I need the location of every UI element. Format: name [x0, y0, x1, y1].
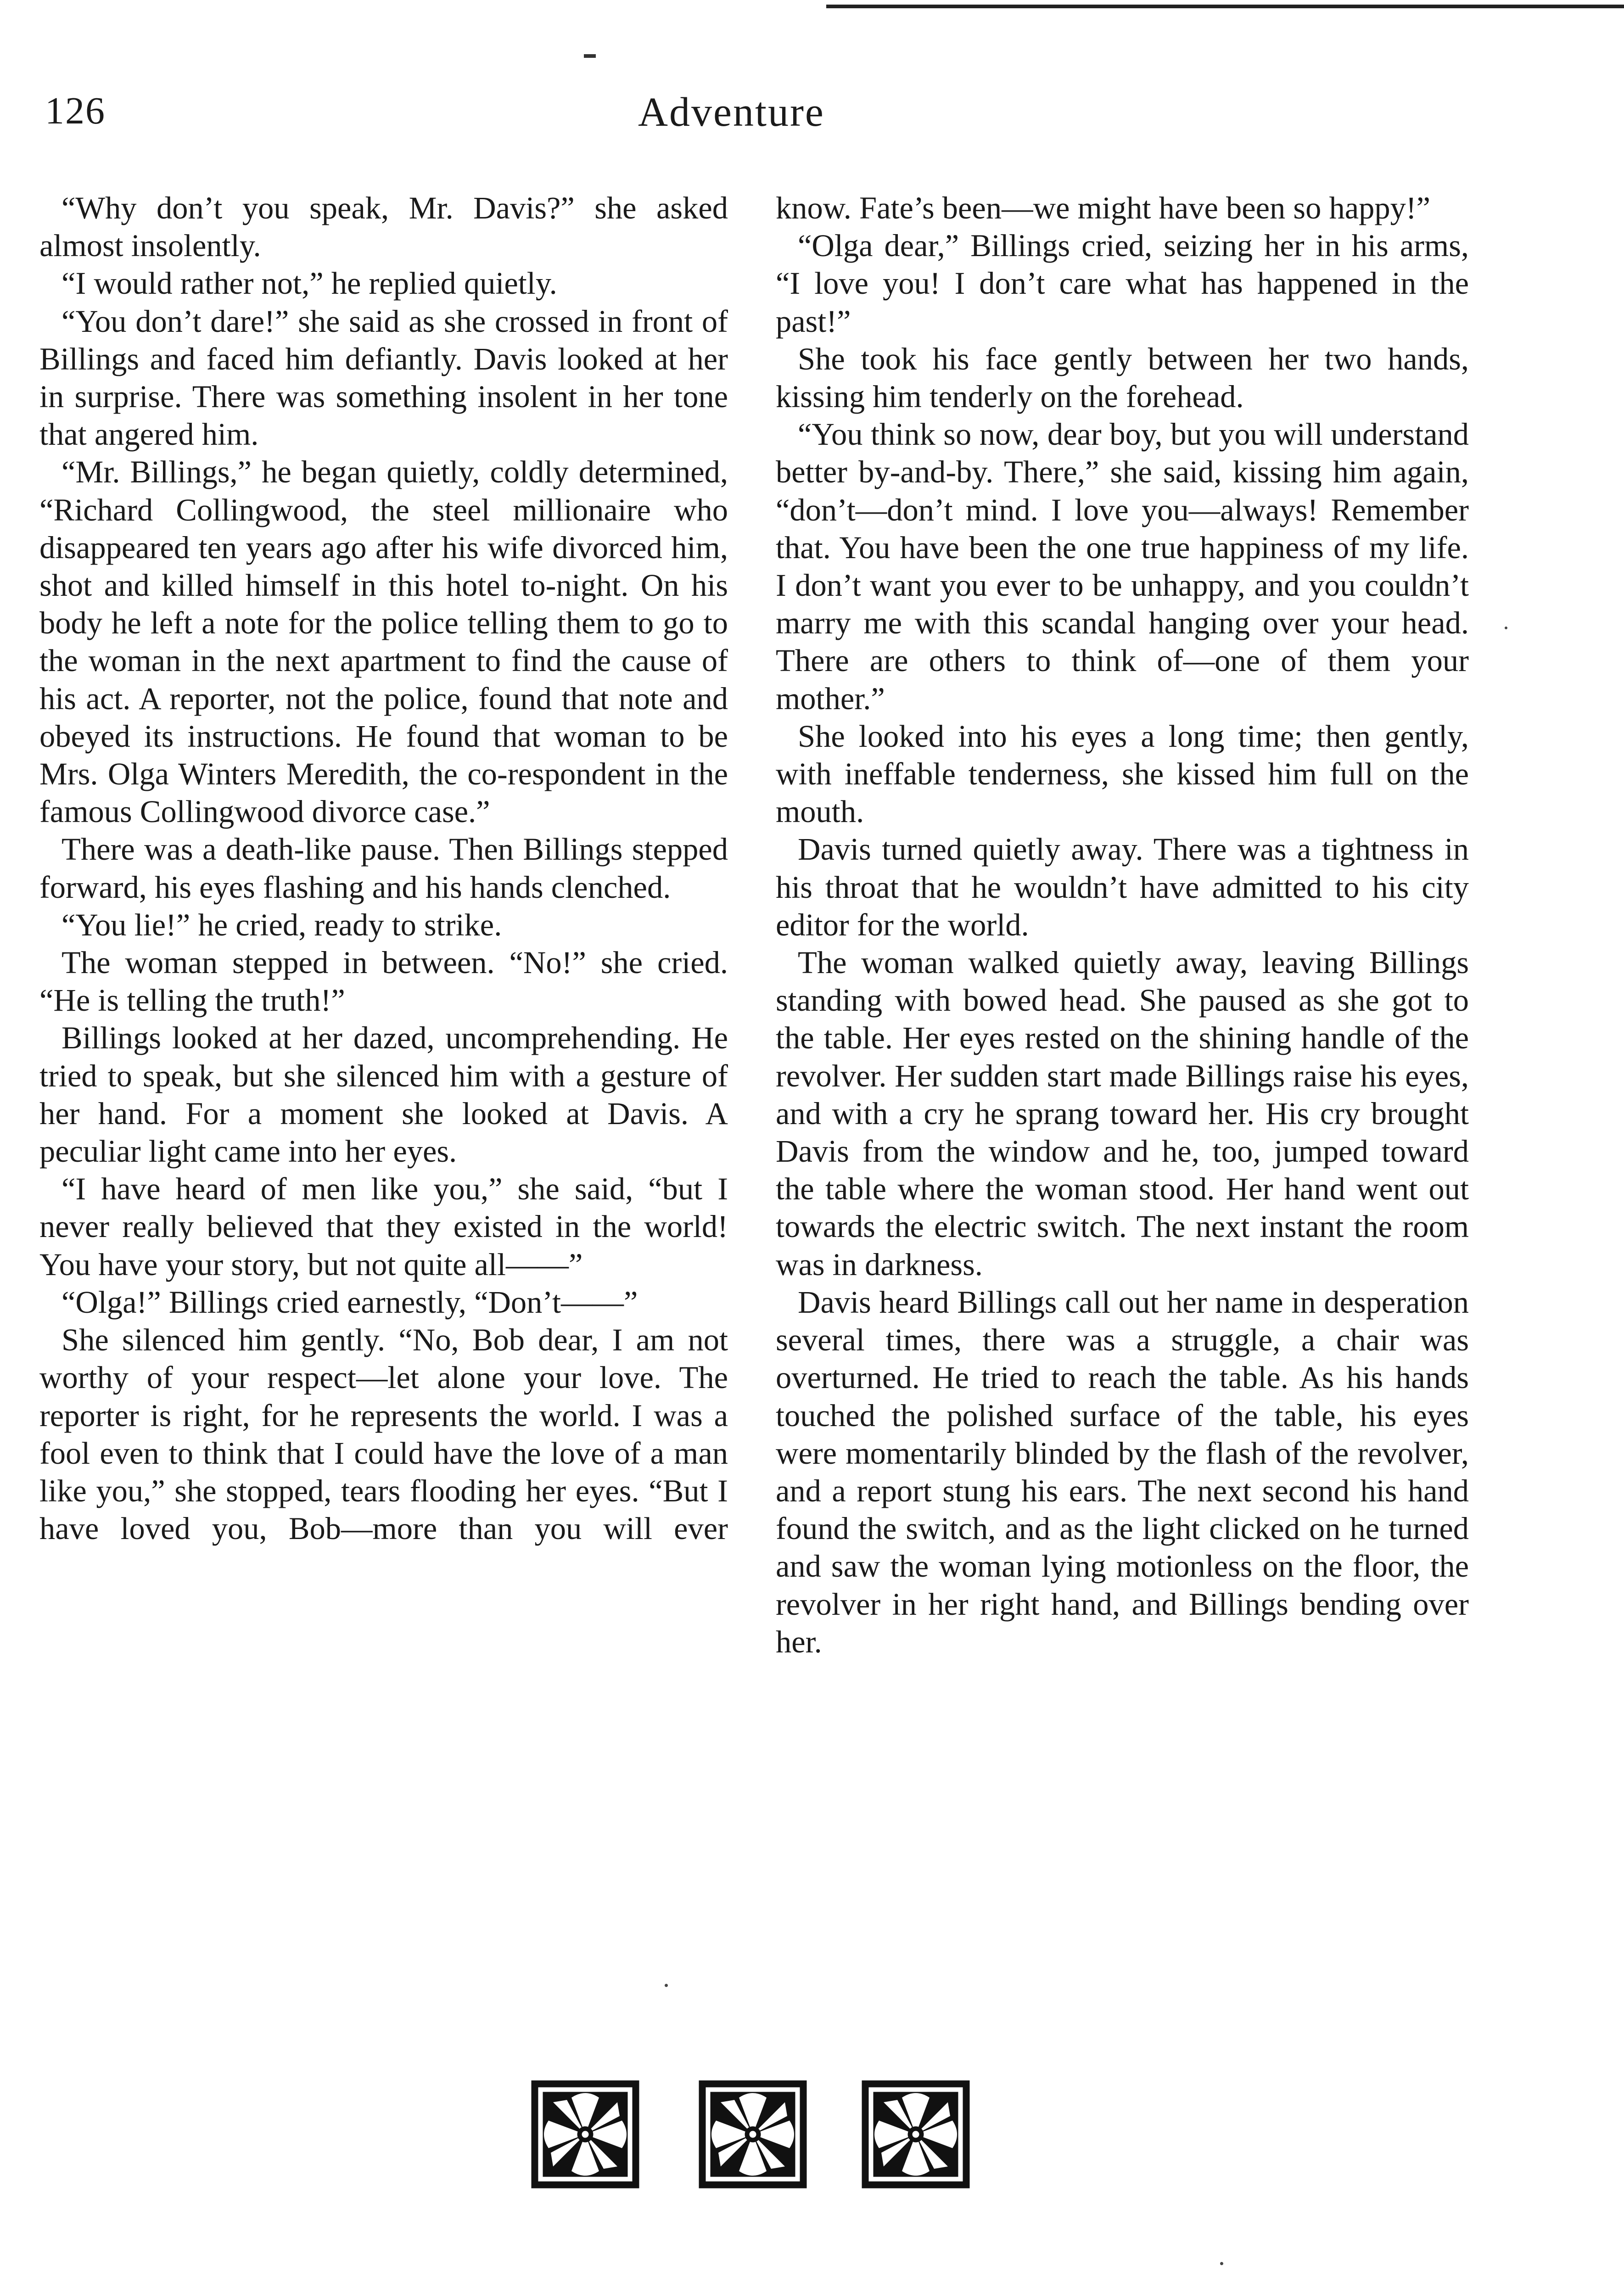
- right-column: [776, 189, 1469, 1661]
- paragraph: Billings looked at her dazed, uncomprehending. He tried to speak, but she silenced him with a gesture of her hand. For a moment she looked at Davis. A peculiar light came into her eyes.: [39, 1020, 728, 1169]
- paragraph: The woman stepped in between. “No!” she cried. “He is telling the truth!”: [39, 945, 728, 1018]
- paragraph-continued: know. Fate’s been—we might have been so happy!”: [776, 190, 1431, 225]
- left-column: [39, 189, 728, 1547]
- running-title: Adventure: [638, 90, 825, 135]
- paragraph: There was a death-like pause. Then Billings stepped forward, his eyes flashing and his hands clenched.: [39, 832, 728, 905]
- paragraph: “I would rather not,” he replied quietly.: [62, 266, 557, 301]
- top-mark: [584, 54, 596, 58]
- ornament-icon: [695, 2077, 810, 2192]
- paragraph: She silenced him gently. “No, Bob dear, I am not worthy of your respect—let alone your love. The reporter is right, for he represents the world. I was a fool even to think that I could have the love of a man like you,” she stopped, tears flooding her eyes. “But I have loved you, Bob—more than you will ever: [39, 1322, 728, 1546]
- paragraph: “You don’t dare!” she said as she crossed in front of Billings and faced him defiantly. Davis looked at her in surprise. There was something insolent in her tone that angered him.: [39, 303, 728, 452]
- paragraph: “I have heard of men like you,” she said, “but I never really believed that they existed in the world! You have your story, but not quite all——”: [39, 1171, 728, 1282]
- ornament-row: [528, 2077, 978, 2192]
- stray-mark: [1220, 2262, 1223, 2265]
- ornament-icon: [528, 2077, 643, 2192]
- paragraph: Davis heard Billings call out her name in desperation several times, there was a struggle, a chair was overturned. He tried to reach the table. As his hands touched the polished surface of the table, his eyes were momentarily blinded by the flash of the revolver, and a report stung his ears. The next second his hand found the switch, and as the light clicked on he turned and saw the woman lying motionless on the floor, the revolver in her right hand, and Billings bending over her.: [776, 1284, 1469, 1659]
- paragraph: “Olga dear,” Billings cried, seizing her in his arms, “I love you! I don’t care what has happened in the past!”: [776, 228, 1469, 339]
- paragraph: She looked into his eyes a long time; then gently, with ineffable tenderness, she kissed him full on the mouth.: [776, 718, 1469, 829]
- stray-mark: [1505, 627, 1507, 629]
- paragraph: “Why don’t you speak, Mr. Davis?” she asked almost insolently.: [39, 190, 728, 263]
- paragraph: “Mr. Billings,” he began quietly, coldly determined, “Richard Collingwood, the steel millionaire who disappeared ten years ago after his wife divorced him, shot and killed himself in this hotel to-night. On his body he left a note for the police telling them to go to the woman in the next apartment to find the cause of his act. A reporter, not the police, found that note and obeyed its instructions. He found that woman to be Mrs. Olga Winters Meredith, the co-respondent in the famous Collingwood divorce case.”: [39, 454, 728, 829]
- page-number: 126: [45, 90, 106, 132]
- paragraph: She took his face gently between her two hands, kissing him tenderly on the forehead.: [776, 341, 1469, 414]
- stray-mark: [665, 1984, 668, 1987]
- paragraph: Davis turned quietly away. There was a tightness in his throat that he wouldn’t have admitted to his city editor for the world.: [776, 832, 1469, 942]
- paragraph: “You think so now, dear boy, but you will understand better by-and-by. There,” she said, kissing him again, “don’t—don’t mind. I love you—always! Remember that. You have been the one true happiness of my life. I don’t want you ever to be unhappy, and you couldn’t marry me with this scandal hanging over your head. There are others to think of—one of them your mother.”: [776, 417, 1469, 716]
- paragraph: The woman walked quietly away, leaving Billings standing with bowed head. She paused as she got to the table. Her eyes rested on the shining handle of the revolver. Her sudden start made Billings raise his eyes, and with a cry he sprang toward her. His cry brought Davis from the window and he, too, jumped toward the table where the woman stood. Her hand went out towards the electric switch. The next instant the room was in darkness.: [776, 945, 1469, 1282]
- top-rule: [826, 5, 1624, 8]
- paragraph: “You lie!” he cried, ready to strike.: [62, 907, 502, 942]
- ornament-icon: [858, 2077, 973, 2192]
- paragraph: “Olga!” Billings cried earnestly, “Don’t——”: [62, 1284, 638, 1320]
